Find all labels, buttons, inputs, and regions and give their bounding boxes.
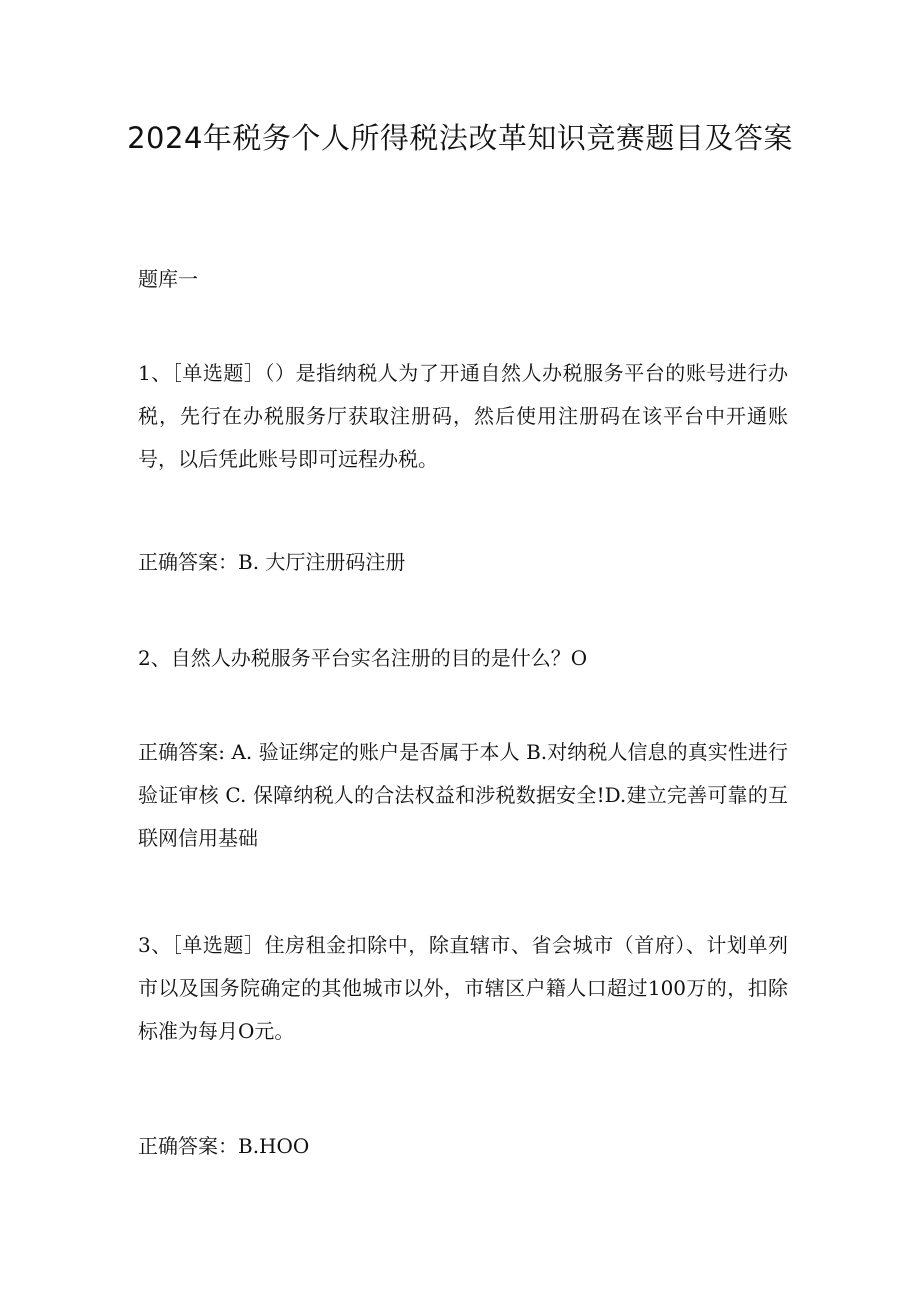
question-2-text: 2、自然人办税服务平台实名注册的目的是什么？O [138, 646, 588, 670]
question-1-answer: 正确答案：B. 大厅注册码注册 [138, 550, 406, 574]
question-bank-label: 题库一 [138, 267, 198, 291]
document-title: 2024年税务个人所得税法改革知识竞赛题目及答案 [127, 121, 793, 155]
question-3-answer: 正确答案：B.HOO [138, 1134, 310, 1158]
question-2-answer: 正确答案: A. 验证绑定的账户是否属于本人 B.对纳税人信息的真实性进行验证审核 C. 保障纳税人的合法权益和涉税数据安全!D.建立完善可靠的互联网信用基础 [138, 740, 788, 850]
question-1-text: 1、［单选题］（）是指纳税人为了开通自然人办税服务平台的账号进行办税，先行在办税服务厅获取注册码，然后使用注册码在该平台中开通账号，以后凭此账号即可远程办税。 [138, 361, 788, 471]
question-3-text: 3、［单选题］住房租金扣除中，除直辖市、省会城市（首府）、计划单列市以及国务院确定的其他城市以外，市辖区户籍人口超过100万的，扣除标准为每月O元。 [138, 933, 788, 1043]
